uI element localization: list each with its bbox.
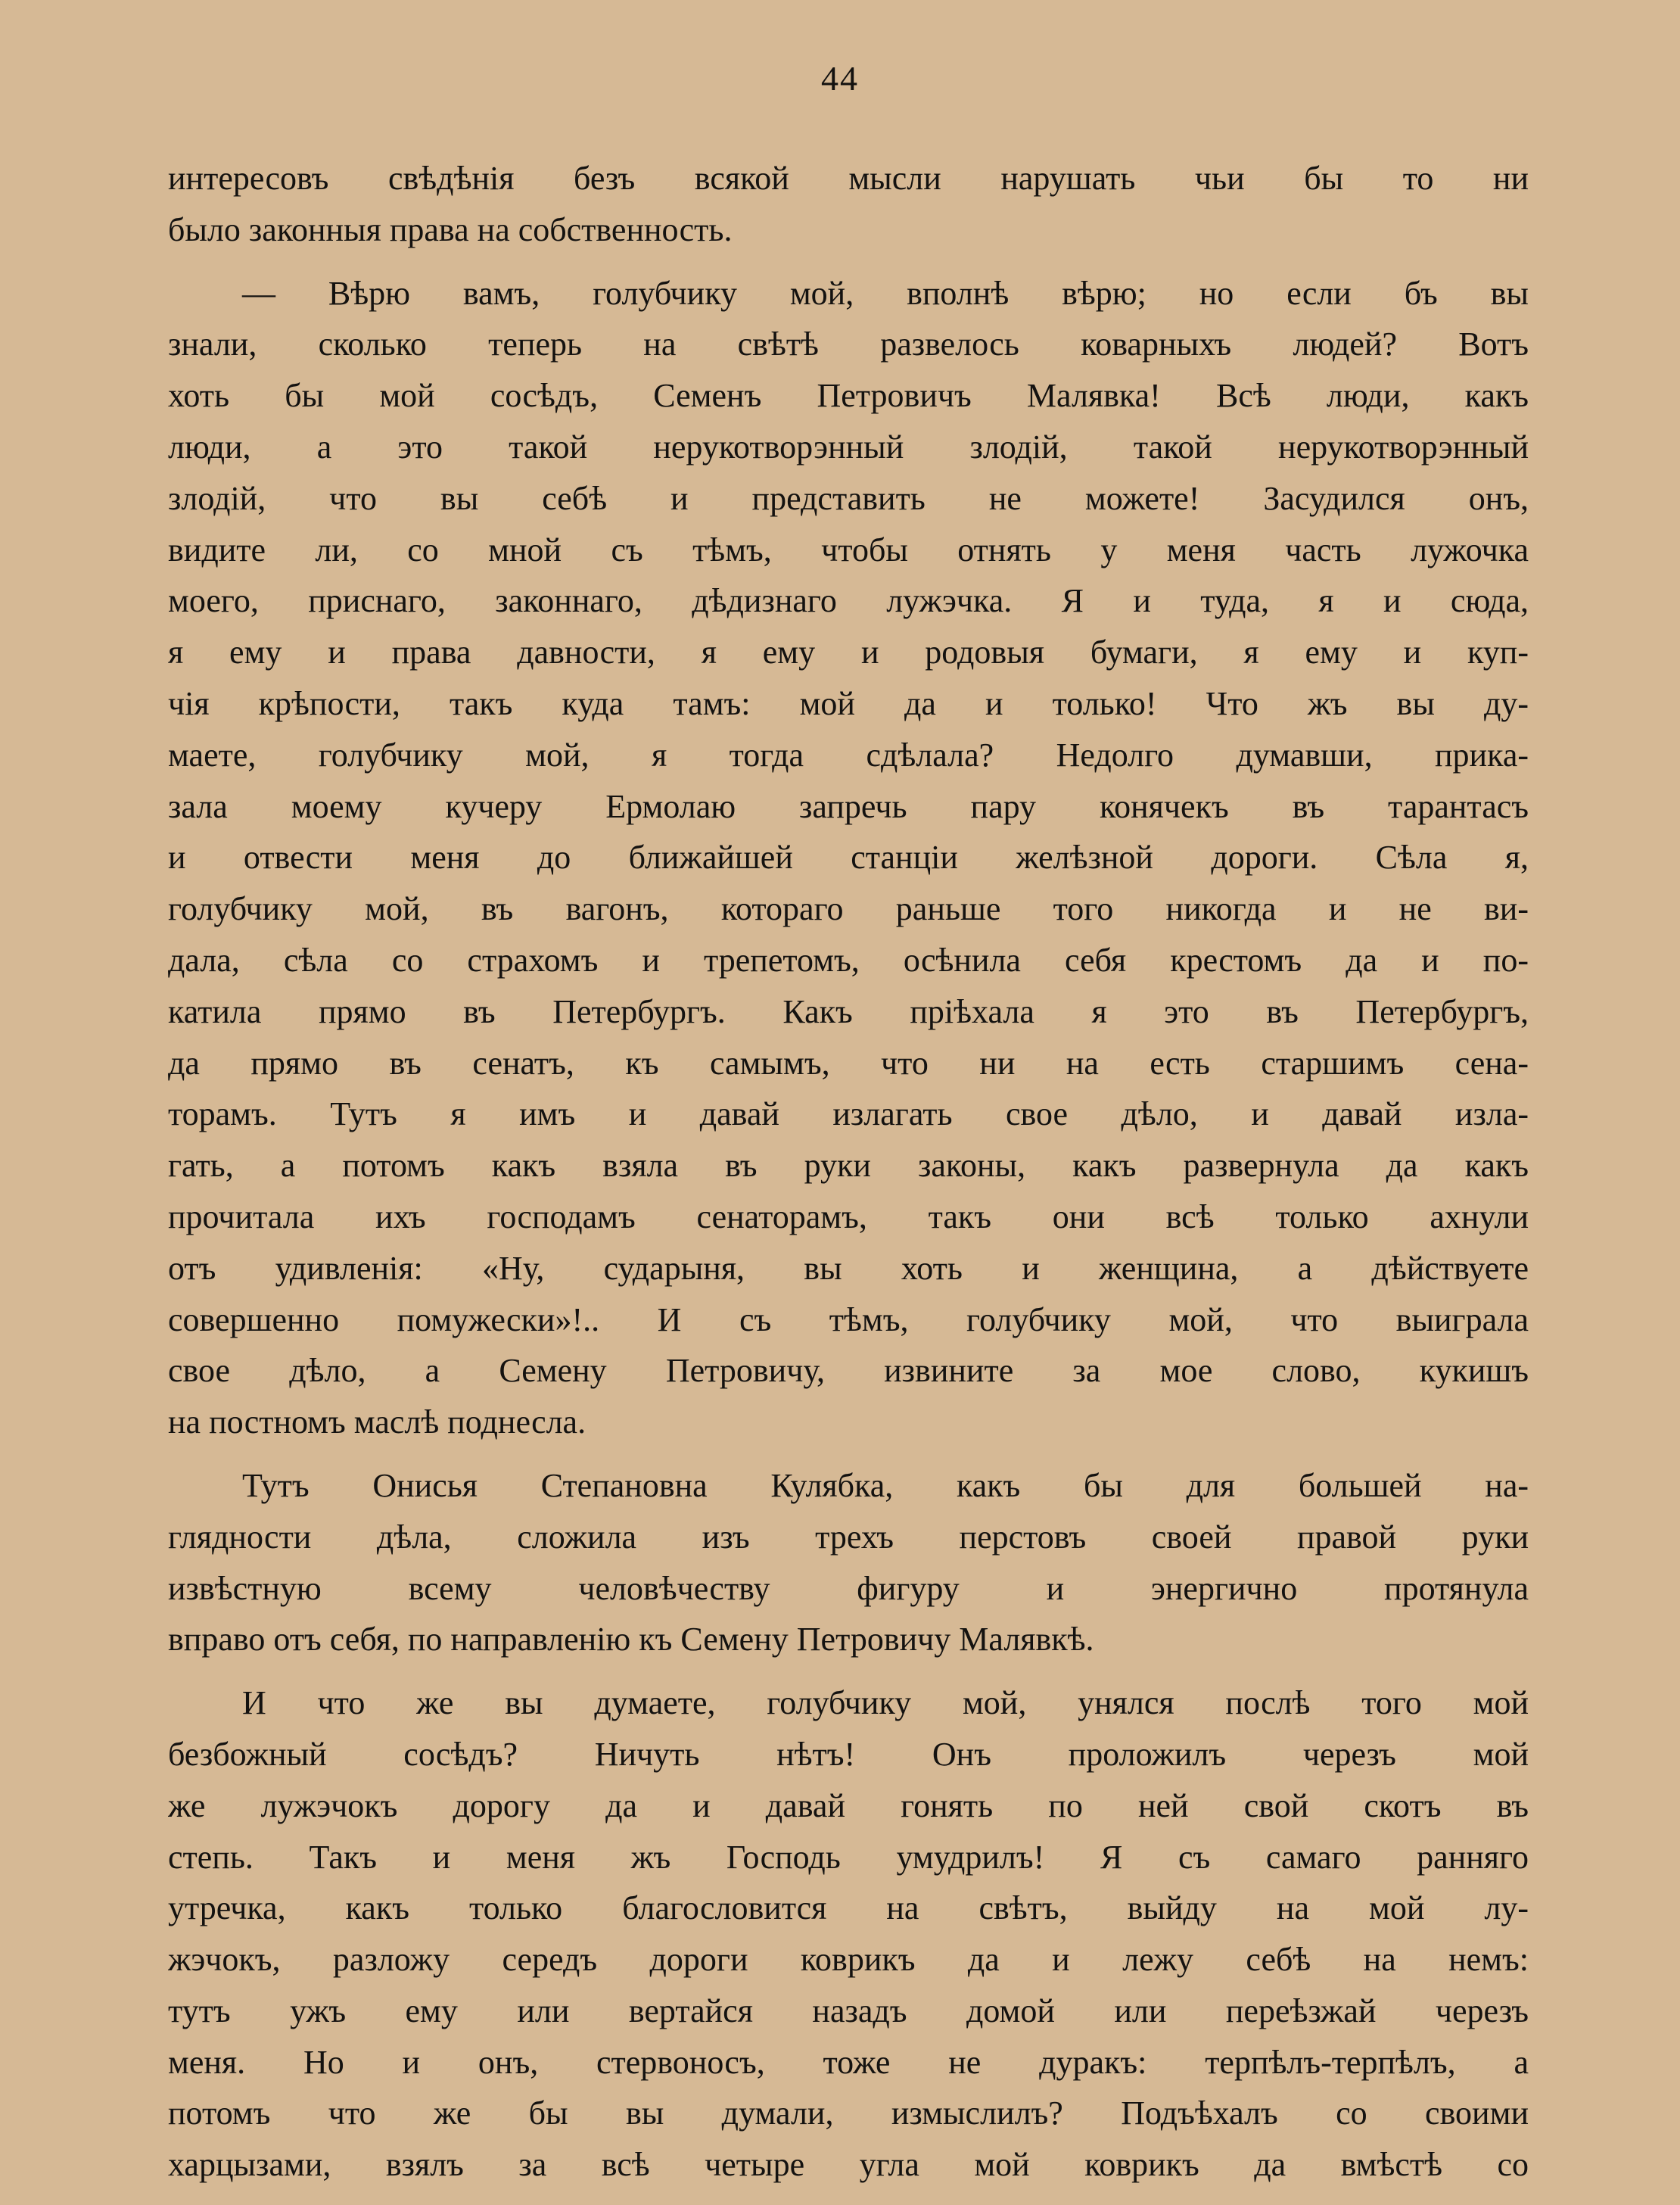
text-line: чія крѣпости, такъ куда тамъ: мой да и только! Что жъ вы ду- [168,684,1529,722]
text-line: степь. Такъ и меня жъ Господь умудрилъ! Я съ самаго ранняго [168,1838,1529,1876]
text-line: торамъ. Тутъ я имъ и давай излагать свое дѣло, и давай изла- [168,1095,1529,1133]
text-line: Тутъ Онисья Степановна Кулябка, какъ бы для большей на- [242,1466,1529,1504]
text-line: свое дѣло, а Семену Петровичу, извините за мое слово, кукишъ [168,1352,1529,1390]
text-line: маете, голубчику мой, я тогда сдѣлала? Недолго думавши, прика- [168,736,1529,774]
page-number: 44 [821,59,859,98]
paragraph-2 [168,268,1529,1448]
text-line: и отвести меня до ближайшей станціи желѣзной дороги. Сѣла я, [168,839,1529,877]
paragraph-1 [168,153,1529,256]
text-line: дала, сѣла со страхомъ и трепетомъ, осѣнила себя крестомъ да и по- [168,941,1529,979]
text-line: гать, а потомъ какъ взяла въ руки законы, какъ развернула да какъ [168,1147,1529,1185]
text-line: хоть бы мой сосѣдъ, Семенъ Петровичъ Малявка! Всѣ люди, какъ [168,377,1529,415]
text-line: же лужэчокъ дорогу да и давай гонять по ней свой скотъ въ [168,1786,1529,1824]
text-line: харцызами, взялъ за всѣ четыре угла мой коврикъ да вмѣстѣ со [168,2146,1529,2184]
text-line: видите ли, со мной съ тѣмъ, чтобы отнять у меня часть лужочка [168,531,1529,568]
text-line: интересовъ свѣдѣнія безъ всякой мысли нарушать чьи бы то ни [168,160,1529,197]
text-line: я ему и права давности, я ему и родовыя бумаги, я ему и куп- [168,634,1529,671]
text-line: потомъ что же бы вы думали, измыслилъ? Подъѣхалъ со своими [168,2094,1529,2132]
text-line: злодій, что вы себѣ и представить не можете! Засудился онъ, [168,479,1529,517]
body-text [168,153,1529,2203]
text-line: было законныя права на собственность. [168,210,733,248]
text-line: тутъ ужъ ему или вертайся назадъ домой или переѣзжай черезъ [168,1992,1529,2029]
text-line: И что же вы думаете, голубчику мой, унялся послѣ того мой [242,1684,1529,1722]
text-line: жэчокъ, разложу середъ дороги коврикъ да и лежу себѣ на немъ: [168,1941,1529,1979]
text-line: утречка, какъ только благословится на свѣтъ, выйду на мой лу- [168,1889,1529,1927]
paragraph-3 [168,1460,1529,1665]
text-line: безбожный сосѣдъ? Ничуть нѣтъ! Онъ проложилъ черезъ мой [168,1735,1529,1773]
text-line: меня. Но и онъ, стервоносъ, тоже не дуракъ: терпѣлъ-терпѣлъ, а [168,2043,1529,2081]
text-line: да прямо въ сенатъ, къ самымъ, что ни на есть старшимъ сена- [168,1044,1529,1082]
text-line: прочитала ихъ господамъ сенаторамъ, такъ они всѣ только ахнули [168,1197,1529,1235]
text-line: отъ удивленія: «Ну, сударыня, вы хоть и женщина, а дѣйствуете [168,1249,1529,1287]
text-line: зала моему кучеру Ермолаю запречь пару конячекъ въ тарантасъ [168,787,1529,825]
text-line: голубчику мой, въ вагонъ, котораго раньше того никогда и не ви- [168,890,1529,928]
text-line: моего, приснаго, законнаго, дѣдизнаго лужэчка. Я и туда, я и сюда, [168,582,1529,620]
text-line: люди, а это такой нерукотворэнный злодій, такой нерукотворэнный [168,428,1529,466]
text-line: катила прямо въ Петербургъ. Какъ пріѣхала я это въ Петербургъ, [168,992,1529,1030]
text-line: — Вѣрю вамъ, голубчику мой, вполнѣ вѣрю; но если бъ вы [242,274,1529,312]
text-line: знали, сколько теперь на свѣтѣ развелось коварныхъ людей? Вотъ [168,325,1529,363]
text-line: совершенно помужески»!.. И съ тѣмъ, голубчику мой, что выиграла [168,1300,1529,1338]
text-line: на постномъ маслѣ поднесла. [168,1403,586,1441]
text-line: вправо отъ себя, по направленію къ Семену Петровичу Малявкѣ. [168,1621,1094,1658]
text-line: извѣстную всему человѣчеству фигуру и энергично протянула [168,1569,1529,1607]
paragraph-4 [168,1677,1529,2191]
text-line: глядности дѣла, сложила изъ трехъ перстовъ своей правой руки [168,1518,1529,1556]
